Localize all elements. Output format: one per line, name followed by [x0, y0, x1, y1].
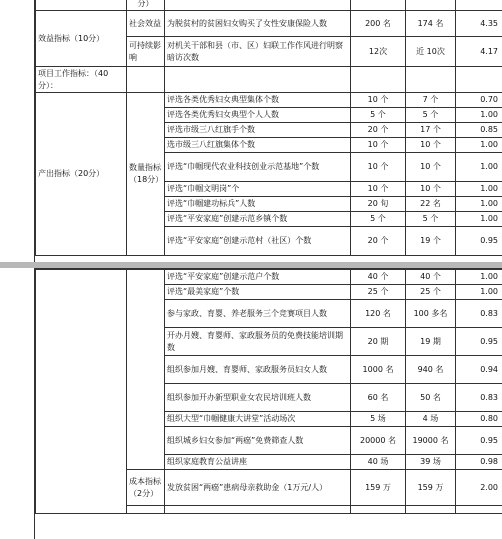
table-row-target: 20000 名: [351, 427, 406, 455]
table-row-score: 0.70: [456, 93, 502, 108]
table-row-score: 0.95: [456, 427, 502, 455]
table-row-score: 0.83: [456, 384, 502, 412]
table-row-score: 1.00: [456, 270, 502, 285]
cost-row-score: 2.00: [456, 470, 502, 506]
table-row-actual: 5 个: [406, 108, 456, 123]
table-row-score: 1.00: [456, 182, 502, 197]
sustain-benefit-target: 12次: [351, 37, 406, 67]
table-row-actual: 10 个: [406, 138, 456, 153]
table-row-target: 5 场: [351, 412, 406, 427]
output-indicator-continued: [36, 270, 127, 514]
table-row-score: 1.00: [456, 138, 502, 153]
table-row-score: 0.95: [456, 328, 502, 356]
table-row-desc: 组织大型“巾帼健康大讲堂”活动场次: [165, 412, 351, 427]
table-row-desc: 参与家政、育婴、养老服务三个竞赛项目人数: [165, 300, 351, 328]
table-row-actual: 22 名: [406, 197, 456, 212]
table-row-desc: 评选市级三八红旗手个数: [165, 123, 351, 138]
table-row-target: 120 名: [351, 300, 406, 328]
table-row-target: 1000 名: [351, 356, 406, 384]
table-row-score: 0.98: [456, 455, 502, 470]
table-row-target: 5 个: [351, 212, 406, 227]
table-row-actual: 7 个: [406, 93, 456, 108]
table-row-desc: 评选“巾帼现代农业科技创业示范基地”个数: [165, 153, 351, 182]
social-benefit-actual: 174 名: [406, 11, 456, 37]
table-row-target: 60 名: [351, 384, 406, 412]
quantity-indicator: 数量指标（18分）: [127, 93, 165, 256]
quantity-indicator-continued: [127, 270, 165, 470]
sustain-benefit-label: 可持续影响: [127, 37, 165, 67]
table-row-actual: 5 个: [406, 212, 456, 227]
table-row-target: 10 个: [351, 93, 406, 108]
table-row-actual: 19 个: [406, 227, 456, 256]
cost-indicator: 成本指标（2分）: [127, 470, 165, 506]
table-row-desc: 评选“巾帼建功标兵”人数: [165, 197, 351, 212]
table-row-target: 5 个: [351, 108, 406, 123]
table-row-desc: 评选各类优秀妇女典型个人人数: [165, 108, 351, 123]
table-row-target: 40 个: [351, 270, 406, 285]
page-2: [34, 268, 502, 539]
table-row-desc: 选市级三八红旗集体个数: [165, 138, 351, 153]
output-indicator: 产出指标（20分）: [36, 93, 127, 256]
table-row-actual: 50 名: [406, 384, 456, 412]
table-row-desc: 评选“平安家庭”创建示范村（社区）个数: [165, 227, 351, 256]
table-row-actual: 17 个: [406, 123, 456, 138]
social-benefit-target: 200 名: [351, 11, 406, 37]
table-row-actual: 940 名: [406, 356, 456, 384]
sustain-benefit-actual: 近 10次: [406, 37, 456, 67]
table-row-score: 0.94: [456, 356, 502, 384]
table-row-actual: 25 个: [406, 285, 456, 300]
sustain-benefit-score: 4.17: [456, 37, 502, 67]
table-row-actual: 19 期: [406, 328, 456, 356]
table-row-target: 20 个: [351, 123, 406, 138]
social-benefit-desc: 为脱贫村的贫困妇女购买了女性安康保险人数: [165, 11, 351, 37]
cost-row-desc: 发放贫困“两癌”患病母亲救助金（1万元/人）: [165, 470, 351, 506]
table-row-target: 10 个: [351, 153, 406, 182]
table-row-score: 0.85: [456, 123, 502, 138]
project-work-indicator: 项目工作指标：（40分）：: [36, 67, 127, 93]
table-row-score: 0.95: [456, 227, 502, 256]
table-row-actual: 4 场: [406, 412, 456, 427]
table-row-actual: 10 个: [406, 153, 456, 182]
table-row-target: 20 个: [351, 227, 406, 256]
table-row-target: 20 旬: [351, 197, 406, 212]
table-row-actual: 19000 名: [406, 427, 456, 455]
table-row-target: 25 个: [351, 285, 406, 300]
table-row-score: 1.00: [456, 153, 502, 182]
indicator-table-page-2: [35, 269, 502, 514]
sustain-benefit-desc: 对机关干部和县（市、区）妇联工作作风进行明察暗访次数: [165, 37, 351, 67]
table-row-desc: 组织参加月嫂、育婴师、家政服务员妇女人数: [165, 356, 351, 384]
table-row-desc: 组织城乡妇女参加“两癌”免费筛查人数: [165, 427, 351, 455]
table-row-score: 0.83: [456, 300, 502, 328]
page-1: [34, 0, 502, 262]
table-row-actual: 10 个: [406, 182, 456, 197]
table-row-target: 10 个: [351, 138, 406, 153]
indicator-table-page-1: [35, 0, 502, 256]
table-row-desc: 组织家庭教育公益讲座: [165, 455, 351, 470]
benefit-indicator: 效益指标（10分）: [36, 11, 127, 67]
cost-row-target: 159 万: [351, 470, 406, 506]
table-row-desc: 评选各类优秀妇女典型集体个数: [165, 93, 351, 108]
social-benefit-score: 4.35: [456, 11, 502, 37]
table-row-desc: 评选“平安家庭”创建示范乡镇个数: [165, 212, 351, 227]
table-row-target: 10 个: [351, 182, 406, 197]
table-row-desc: 评选“最美家庭”个数: [165, 285, 351, 300]
table-row-actual: 40 个: [406, 270, 456, 285]
table-row-desc: 开办月嫂、育婴师、家政服务员的免费技能培训期数: [165, 328, 351, 356]
table-row-target: 20 期: [351, 328, 406, 356]
table-row-score: 0.80: [456, 412, 502, 427]
top-fragment: 分）: [127, 0, 165, 11]
social-benefit-label: 社会效益: [127, 11, 165, 37]
table-row-actual: 39 场: [406, 455, 456, 470]
table-row-score: 1.00: [456, 285, 502, 300]
table-row-target: 40 场: [351, 455, 406, 470]
table-row-score: 1.00: [456, 212, 502, 227]
table-row-actual: 100 多名: [406, 300, 456, 328]
table-row-desc: 评选“巾帼文明岗”个: [165, 182, 351, 197]
table-row-score: 1.00: [456, 108, 502, 123]
cost-row-actual: 159 万: [406, 470, 456, 506]
table-row-score: 1.00: [456, 197, 502, 212]
table-row-desc: 组织参加开办新型职业女农民培训班人数: [165, 384, 351, 412]
table-row-desc: 评选“平安家庭”创建示范户个数: [165, 270, 351, 285]
